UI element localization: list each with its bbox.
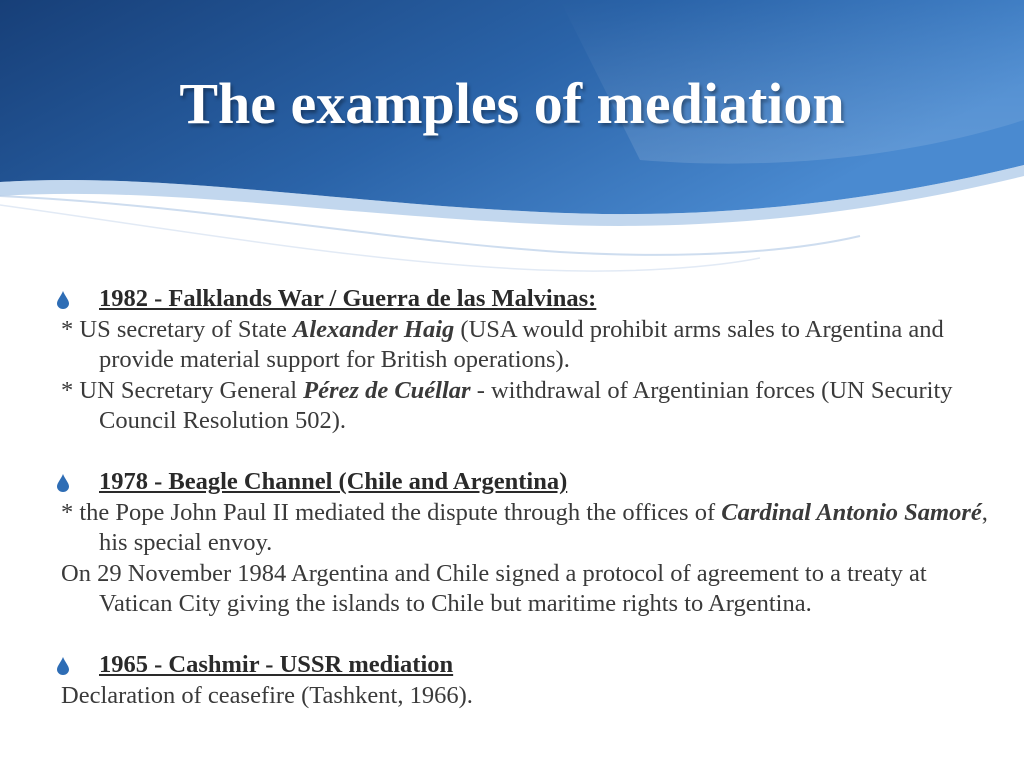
slide-title: The examples of mediation [179, 71, 845, 136]
paragraph: * US secretary of State Alexander Haig (USA would prohibit arms sales to Argentina and provide material support for British operations). [61, 315, 944, 373]
section-beagle [61, 467, 1001, 620]
section-heading: 1982 - Falklands War / Guerra de las Malvinas: [61, 284, 1001, 315]
paragraph: On 29 November 1984 Argentina and Chile signed a protocol of agreement to a treaty at Vatican City giving the islands to Chile but maritime rights to Argentina. [61, 559, 927, 617]
section-falklands [61, 284, 1001, 437]
drop-icon [56, 474, 70, 492]
section-cashmir [61, 650, 1001, 711]
section-heading: 1965 - Cashmir - USSR mediation [61, 650, 1001, 681]
paragraph: * the Pope John Paul II mediated the dispute through the offices of Cardinal Antonio Samoré, his special envoy. [61, 498, 988, 556]
paragraph: * UN Secretary General Pérez de Cuéllar - withdrawal of Argentinian forces (UN Security Council Resolution 502). [61, 376, 953, 434]
drop-icon [56, 657, 70, 675]
header-background [0, 0, 1024, 300]
paragraph: Declaration of ceasefire (Tashkent, 1966). [61, 681, 473, 709]
slide-content [61, 284, 1001, 711]
drop-icon [56, 291, 70, 309]
section-heading: 1978 - Beagle Channel (Chile and Argentina) [61, 467, 1001, 498]
